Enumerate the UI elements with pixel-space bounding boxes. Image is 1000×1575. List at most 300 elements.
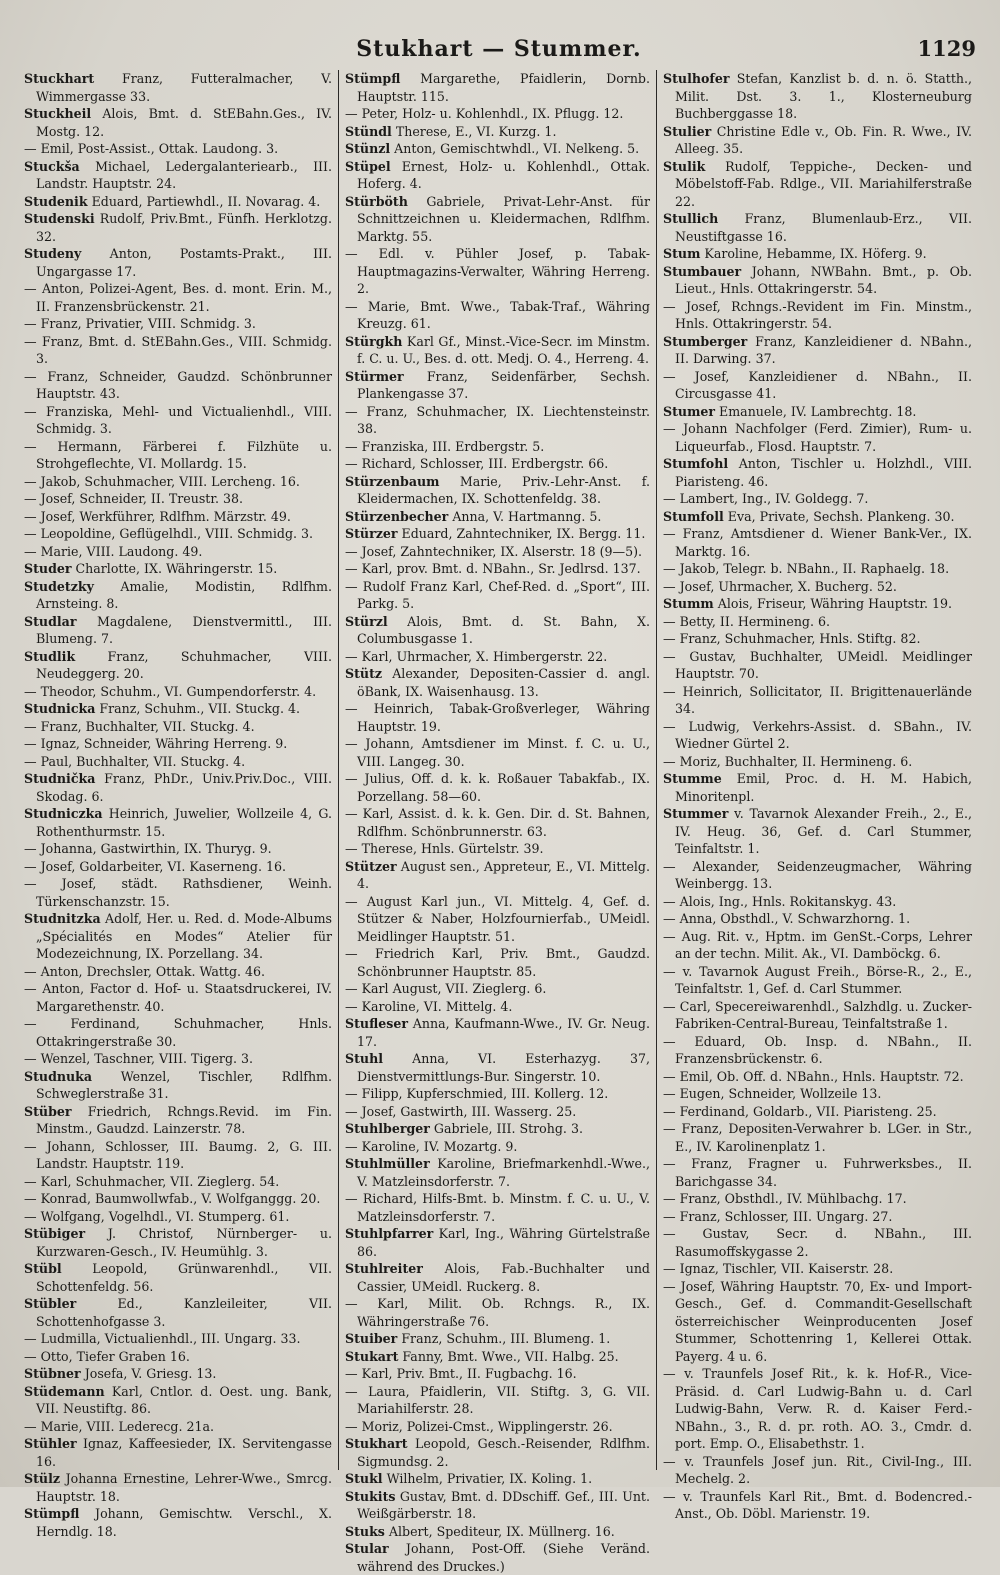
entry-details: Christine Edle v., Ob. Fin. R. Wwe., IV. Alleeg. 35. — [675, 123, 972, 156]
entry-surname: Stüpel — [345, 158, 391, 174]
entry-details: Franz, Schuhm., III. Blumeng. 1. — [397, 1331, 611, 1346]
directory-entry — [345, 1365, 650, 1383]
column-right — [656, 70, 978, 1521]
entry-surname: Stum — [663, 246, 701, 261]
entry-details: — Franz, Schlosser, III. Ungarg. 27. — [663, 1208, 893, 1224]
directory-entry — [345, 1383, 650, 1418]
entry-details: v. Tavarnok Alexander Freih., 2., E., IV. Heug. 36, Gef. d. Carl Stummer, Teinfaltstr. 1. — [675, 806, 972, 856]
entry-details: — Josef, Gastwirth, III. Wasserg. 25. — [345, 1103, 577, 1119]
entry-details: — Ignaz, Schneider, Währing Herreng. 9. — [24, 736, 288, 751]
directory-entry — [24, 1383, 332, 1418]
entry-details: — Marie, VIII. Laudong. 49. — [24, 543, 203, 559]
entry-details: Franz, Schuhm., VII. Stuckg. 4. — [95, 701, 300, 716]
entry-details: August sen., Appreteur, E., VI. Mittelg. 4. — [357, 858, 650, 891]
directory-entry — [663, 998, 972, 1033]
entry-details: — Ludwig, Verkehrs-Assist. d. SBahn., IV. Wiedner Gürtel 2. — [663, 718, 972, 751]
directory-entry — [24, 1015, 332, 1050]
entry-details: — Wenzel, Taschner, VIII. Tigerg. 3. — [24, 1051, 254, 1066]
directory-entry — [24, 1190, 332, 1208]
directory-entry — [345, 998, 650, 1016]
entry-details: Emil, Proc. d. H. M. Habich, Minoritenpl. — [675, 771, 972, 804]
entry-details: — Lambert, Ing., IV. Goldegg. 7. — [663, 491, 869, 506]
directory-entry — [663, 613, 972, 631]
directory-entry — [24, 105, 332, 140]
directory-entry — [663, 210, 972, 245]
entry-details: — Richard, Hilfs-Bmt. b. Minstm. f. C. u. U., V. Matzleinsdorferstr. 7. — [345, 1191, 650, 1224]
entry-details: Franz, Kanzleidiener d. NBahn., II. Darwing. 37. — [675, 333, 972, 366]
entry-details: — Alexander, Seidenzeugmacher, Währing Weinbergg. 13. — [663, 858, 972, 891]
running-head: Stukhart — Stummer. — [356, 36, 642, 62]
directory-entry — [345, 578, 650, 613]
directory-entry — [345, 1540, 650, 1575]
directory-entry — [345, 473, 650, 508]
entry-surname: Stuckheil — [24, 106, 92, 121]
entry-details: — Franz, Buchhalter, VII. Stuckg. 4. — [24, 718, 255, 734]
directory-entry — [663, 1068, 972, 1086]
entry-surname: Stukl — [345, 1471, 383, 1486]
entry-surname: Stulier — [663, 123, 712, 139]
directory-entry — [345, 1470, 650, 1488]
directory-entry — [663, 333, 972, 368]
directory-entry — [24, 245, 332, 280]
entry-surname: Studnička — [24, 771, 96, 786]
entry-details: — Karoline, VI. Mittelg. 4. — [345, 998, 513, 1014]
entry-details: — Johann Nachfolger (Ferd. Zimier), Rum- u. Liqueurfab., Flosd. Hauptstr. 7. — [663, 421, 972, 454]
entry-surname: Stular — [345, 1541, 389, 1556]
directory-entry — [663, 805, 972, 858]
entry-details: — Josef, Kanzleidiener d. NBahn., II. Circusgasse 41. — [663, 368, 972, 401]
entry-surname: Stumfohl — [663, 456, 729, 471]
entry-surname: Stufleser — [345, 1016, 408, 1031]
entry-details: — Peter, Holz- u. Kohlenhdl., IX. Pflugg. 12. — [345, 106, 624, 121]
entry-details: Franz, Blumenlaub-Erz., VII. Neustiftgasse 16. — [675, 211, 972, 244]
entry-details: — Marie, VIII. Lederecg. 21a. — [24, 1418, 214, 1434]
entry-surname: Studetzky — [24, 578, 94, 594]
entry-details: — v. Traunfels Josef Rit., k. k. Hof-R., Vice-Präsid. d. Carl Ludwig-Bahn u. d. Carl Ludwig-Bahn, Verw. R. d. Kaiser Ferd.-NBahn., 3., R. d. pr. roth. AO. 3., Cmdr. d. port. Emp. O., Elisabethstr. 1. — [663, 1366, 972, 1451]
directory-entry — [24, 193, 332, 211]
directory-entry — [24, 700, 332, 718]
directory-entry — [663, 595, 972, 613]
directory-entry — [345, 805, 650, 840]
directory-entry — [663, 525, 972, 560]
entry-surname: Stumberger — [663, 333, 748, 349]
entry-details: — Richard, Schlosser, III. Erdbergstr. 66. — [345, 456, 609, 471]
entry-details: Rudolf, Teppiche-, Decken- und Möbelstoff-Fab. Rdlge., VII. Mariahilferstraße 22. — [675, 158, 972, 209]
directory-entry — [663, 963, 972, 998]
directory-entry — [663, 718, 972, 753]
entry-details: Anton, Tischler u. Holzhdl., VIII. Piaristeng. 46. — [675, 456, 972, 489]
directory-entry — [24, 805, 332, 840]
entry-details: — Karl, Schuhmacher, VII. Zieglerg. 54. — [24, 1173, 280, 1189]
directory-entry — [24, 1295, 332, 1330]
entry-details: — Moriz, Polizei-Cmst., Wipplingerstr. 26. — [345, 1418, 613, 1434]
entry-surname: Stulik — [663, 158, 706, 174]
directory-entry — [345, 1138, 650, 1156]
directory-entry — [663, 1453, 972, 1488]
directory-entry — [345, 140, 650, 158]
entry-details: — Gustav, Buchhalter, UMeidl. Meidlinger Hauptstr. 70. — [663, 648, 972, 681]
entry-details: — Therese, Hnls. Gürtelstr. 39. — [345, 841, 544, 856]
directory-entry — [24, 158, 332, 193]
entry-details: Karoline, Briefmarkenhdl.-Wwe., V. Matzleinsdorferstr. 7. — [357, 1156, 650, 1189]
directory-entry — [345, 1015, 650, 1050]
entry-details: Emanuele, IV. Lambrechtg. 18. — [715, 403, 917, 419]
entry-surname: Stürmer — [345, 368, 404, 384]
entry-surname: Stürzenbaum — [345, 473, 440, 489]
entry-details: — Rudolf Franz Karl, Chef-Red. d. „Sport“, III. Parkg. 5. — [345, 578, 650, 611]
entry-details: — Anton, Drechsler, Ottak. Wattg. 46. — [24, 963, 266, 979]
directory-entry — [24, 875, 332, 910]
entry-details: — Marie, Bmt. Wwe., Tabak-Traf., Währing Kreuzg. 61. — [345, 298, 650, 331]
directory-entry — [24, 1470, 332, 1505]
directory-entry — [24, 963, 332, 981]
entry-details: Eduard, Partiewhdl., II. Novarag. 4. — [87, 193, 321, 209]
directory-entry — [345, 403, 650, 438]
entry-details: — Ferdinand, Goldarb., VII. Piaristeng. 25. — [663, 1103, 937, 1119]
entry-surname: Stukhart — [345, 1436, 408, 1451]
entry-details: Marie, Priv.-Lehr-Anst. f. Kleidermachen, IX. Schottenfeldg. 38. — [357, 473, 650, 506]
directory-entry — [345, 193, 650, 246]
directory-entry — [24, 315, 332, 333]
entry-details: — Aug. Rit. v., Hptm. im GenSt.-Corps, Lehrer an der techn. Milit. Ak., VI. Damböckg. 6. — [663, 928, 972, 961]
entry-surname: Stuhl — [345, 1051, 384, 1066]
directory-entry — [663, 420, 972, 455]
entry-details: Gabriele, III. Strohg. 3. — [429, 1121, 583, 1136]
directory-entry — [24, 753, 332, 771]
directory-entry — [345, 613, 650, 648]
entry-details: Gustav, Bmt. d. DDschiff. Gef., III. Unt. Weißgärberstr. 18. — [357, 1488, 650, 1521]
directory-entry — [345, 1085, 650, 1103]
directory-entry — [345, 245, 650, 298]
directory-entry — [345, 105, 650, 123]
directory-entry — [345, 700, 650, 735]
column-middle — [338, 70, 656, 1574]
entry-details: Eva, Private, Sechsh. Plankeng. 30. — [723, 508, 955, 524]
directory-entry — [345, 333, 650, 368]
entry-details: Franz, Schuhmacher, VIII. Neudeggerg. 20. — [36, 648, 332, 681]
entry-details: Wilhelm, Privatier, IX. Koling. 1. — [382, 1471, 593, 1486]
entry-details: Leopold, Gesch.-Reisender, Rdlfhm. Sigmundsg. 2. — [357, 1436, 650, 1469]
entry-details: Alois, Bmt. d. St. Bahn, X. Columbusgasse 1. — [357, 613, 650, 646]
directory-entry — [345, 1190, 650, 1225]
directory-entry — [345, 368, 650, 403]
directory-entry — [24, 543, 332, 561]
directory-entry — [663, 1085, 972, 1103]
entry-details: — Laura, Pfaidlerin, VII. Stiftg. 3, G. VII. Mariahilferstr. 28. — [345, 1383, 650, 1416]
entry-details: Rudolf, Priv.Bmt., Fünfh. Herklotzg. 32. — [36, 211, 332, 244]
directory-entry — [345, 543, 650, 561]
directory-entry — [24, 333, 332, 368]
directory-entry — [663, 1225, 972, 1260]
entry-details: Adolf, Her. u. Red. d. Mode-Albums „Spécialités en Modes“ Atelier für Modezeichnung, IX. Porzellang. 34. — [36, 911, 332, 961]
entry-details: — Theodor, Schuhm., VI. Gumpendorferstr. 4. — [24, 683, 317, 699]
page-number: 1129 — [917, 36, 976, 61]
entry-details: — Josef, Goldarbeiter, VI. Kaserneng. 16. — [24, 858, 287, 874]
entry-details: Karl, Ing., Währing Gürtelstraße 86. — [357, 1226, 650, 1259]
entry-details: Ignaz, Kaffeesieder, IX. Servitengasse 16. — [36, 1436, 332, 1469]
entry-surname: Stüber — [24, 1103, 72, 1119]
entry-surname: Stumbauer — [663, 263, 742, 279]
directory-entry — [345, 980, 650, 998]
entry-details: Franz, Seidenfärber, Sechsh. Plankengasse 37. — [357, 368, 650, 401]
entry-details: Ernest, Holz- u. Kohlenhdl., Ottak. Hoferg. 4. — [357, 158, 650, 191]
entry-details: — Franz, Bmt. d. StEBahn.Ges., VIII. Schmidg. 3. — [24, 333, 332, 366]
entry-surname: Stuhlberger — [345, 1121, 430, 1136]
entry-details: — Julius, Off. d. k. k. Roßauer Tabakfab., IX. Porzellang. 58—60. — [345, 771, 650, 804]
entry-details: — Josef, Zahntechniker, IX. Alserstr. 18 (9—5). — [345, 543, 643, 559]
entry-surname: Stulhofer — [663, 71, 730, 86]
entry-details: — Anna, Obsthdl., V. Schwarzhorng. 1. — [663, 911, 911, 926]
entry-details: — Johanna, Gastwirthin, IX. Thuryg. 9. — [24, 841, 272, 856]
directory-entry — [345, 1488, 650, 1523]
directory-entry — [663, 1120, 972, 1155]
entry-details: — Eugen, Schneider, Wollzeile 13. — [663, 1086, 882, 1101]
entry-details: — Carl, Specereiwarenhdl., Salzhdlg. u. Zucker-Fabriken-Central-Bureau, Teinfaltstraße 1. — [663, 998, 972, 1031]
directory-entry — [24, 1103, 332, 1138]
entry-details: — Karl, Milit. Ob. Rchngs. R., IX. Währingerstraße 76. — [345, 1296, 650, 1329]
directory-entry — [24, 910, 332, 963]
directory-entry — [663, 753, 972, 771]
directory-entry — [24, 1418, 332, 1436]
directory-entry — [663, 298, 972, 333]
entry-details: — Otto, Tiefer Graben 16. — [24, 1348, 190, 1364]
directory-entry — [24, 280, 332, 315]
directory-entry — [24, 578, 332, 613]
entry-details: Anna, V. Hartmanng. 5. — [448, 508, 602, 524]
directory-entry — [345, 1418, 650, 1436]
entry-surname: Stuckša — [24, 158, 80, 174]
directory-entry — [24, 1208, 332, 1226]
directory-entry — [663, 1155, 972, 1190]
entry-surname: Stuckhart — [24, 71, 95, 86]
directory-entry — [24, 735, 332, 753]
entry-details: Alois, Fab.-Buchhalter und Cassier, UMeidl. Ruckerg. 8. — [357, 1261, 650, 1294]
directory-entry — [24, 210, 332, 245]
directory-entry — [24, 613, 332, 648]
directory-entry — [345, 665, 650, 700]
entry-details: Johanna Ernestine, Lehrer-Wwe., Smrcg. Hauptstr. 18. — [36, 1471, 332, 1504]
column-left — [18, 70, 338, 1539]
entry-surname: Studeny — [24, 246, 82, 261]
directory-entry — [345, 298, 650, 333]
entry-details: — Franz, Schuhmacher, Hnls. Stiftg. 82. — [663, 631, 921, 646]
directory-entry — [663, 490, 972, 508]
entry-details: Karl, Cntlor. d. Oest. ung. Bank, VII. Neustiftg. 86. — [36, 1383, 332, 1416]
entry-details: — Paul, Buchhalter, VII. Stuckg. 4. — [24, 753, 246, 769]
directory-entry — [24, 1138, 332, 1173]
directory-entry — [345, 1330, 650, 1348]
entry-details: — Franz, Obsthdl., IV. Mühlbachg. 17. — [663, 1191, 907, 1206]
entry-details: Josefa, V. Griesg. 13. — [80, 1366, 217, 1381]
directory-entry — [24, 490, 332, 508]
entry-details: Amalie, Modistin, Rdlfhm. Arnsteing. 8. — [36, 578, 332, 611]
entry-surname: Stukits — [345, 1488, 396, 1504]
entry-details: Franz, PhDr., Univ.Priv.Doc., VIII. Skodag. 6. — [36, 771, 332, 804]
entry-details: Anton, Postamts-Prakt., III. Ungargasse 17. — [36, 246, 332, 279]
entry-surname: Studnuka — [24, 1068, 93, 1084]
entry-surname: Stüdemann — [24, 1383, 105, 1399]
entry-details: — Franz, Depositen-Verwahrer b. LGer. in Str., E., IV. Karolinenplatz 1. — [663, 1121, 972, 1154]
directory-entry — [345, 1435, 650, 1470]
directory-entry — [663, 455, 972, 490]
directory-entry — [345, 70, 650, 105]
entry-details: Magdalene, Dienstvermittl., III. Blumeng. 7. — [36, 613, 332, 646]
directory-entry — [345, 525, 650, 543]
entry-details: — Josef, Rchngs.-Revident im Fin. Minstm., Hnls. Ottakringerstr. 54. — [663, 298, 972, 331]
entry-details: — Karl, Uhrmacher, X. Himbergerstr. 22. — [345, 648, 608, 664]
entry-details: — Eduard, Ob. Insp. d. NBahn., II. Franzensbrückenstr. 6. — [663, 1033, 972, 1066]
entry-details: — Karl August, VII. Zieglerg. 6. — [345, 981, 547, 996]
entry-details: — Johann, Amtsdiener im Minst. f. C. u. U., VIII. Langeg. 30. — [345, 736, 650, 769]
directory-entry — [345, 1120, 650, 1138]
directory-entry — [24, 1050, 332, 1068]
entry-details: — Josef, Werkführer, Rdlfhm. Märzstr. 49. — [24, 508, 291, 524]
directory-entry — [663, 578, 972, 596]
entry-details: — Ignaz, Tischler, VII. Kaiserstr. 28. — [663, 1261, 894, 1276]
directory-entry — [345, 840, 650, 858]
directory-entry — [345, 560, 650, 578]
directory-entry — [24, 1330, 332, 1348]
entry-details: Stefan, Kanzlist b. d. n. ö. Statth., Milit. Dst. 3. 1., Klosterneuburg Buchberggasse 18. — [675, 71, 972, 121]
entry-surname: Stürböth — [345, 193, 408, 209]
directory-entry — [663, 1365, 972, 1453]
directory-entry — [345, 1348, 650, 1366]
directory-entry — [663, 560, 972, 578]
directory-entry — [663, 245, 972, 263]
entry-details: — v. Tavarnok August Freih., Börse-R., 2., E., Teinfaltstr. 1, Gef. d. Carl Stummer. — [663, 963, 972, 996]
directory-entry — [24, 508, 332, 526]
directory-entry — [345, 123, 650, 141]
entry-details: — Leopoldine, Geflügelhdl., VIII. Schmidg. 3. — [24, 526, 314, 541]
entry-details: — Edl. v. Pühler Josef, p. Tabak-Hauptmagazins-Verwalter, Währing Herreng. 2. — [345, 246, 650, 296]
directory-entry — [24, 770, 332, 805]
directory-entry — [24, 560, 332, 578]
directory-entry — [345, 945, 650, 980]
entry-surname: Stumm — [663, 596, 714, 611]
entry-details: — Karl, Assist. d. k. k. Gen. Dir. d. St. Bahnen, Rdlfhm. Schönbrunnerstr. 63. — [345, 806, 650, 839]
directory-entry — [24, 1435, 332, 1470]
entry-surname: Stullich — [663, 211, 719, 226]
entry-details: Alois, Friseur, Währing Hauptstr. 19. — [713, 596, 953, 611]
directory-entry — [24, 1348, 332, 1366]
entry-details: Johann, NWBahn. Bmt., p. Ob. Lieut., Hnls. Ottakringerstr. 54. — [675, 263, 972, 296]
entry-details: Karl Gf., Minst.-Vice-Secr. im Minstm. f. C. u. U., Bes. d. ott. Medj. O. 4., Herreng. 4. — [357, 333, 650, 366]
directory-entry — [663, 1103, 972, 1121]
entry-details: Leopold, Grünwarenhdl., VII. Schottenfeldg. 56. — [36, 1261, 332, 1294]
directory-entry — [24, 403, 332, 438]
entry-surname: Stübner — [24, 1366, 81, 1381]
directory-entry — [663, 630, 972, 648]
entry-surname: Stumer — [663, 403, 716, 419]
entry-details: — Franz, Privatier, VIII. Schmidg. 3. — [24, 316, 256, 331]
directory-entry — [24, 438, 332, 473]
entry-details: — Jakob, Schuhmacher, VIII. Lercheng. 16. — [24, 473, 300, 489]
entry-details: — Karoline, IV. Mozartg. 9. — [345, 1138, 518, 1154]
directory-entry — [663, 858, 972, 893]
entry-details: — Franz, Fragner u. Fuhrwerksbes., II. Barichgasse 34. — [663, 1156, 972, 1189]
entry-surname: Stürzenbecher — [345, 508, 449, 524]
directory-entry — [663, 368, 972, 403]
directory-entry — [663, 158, 972, 211]
entry-surname: Stürgkh — [345, 333, 403, 349]
directory-entry — [345, 893, 650, 946]
entry-details: — Josef, städt. Rathsdiener, Weinh. Türkenschanzstr. 15. — [24, 876, 332, 909]
directory-entry — [663, 123, 972, 158]
entry-details: — Heinrich, Sollicitator, II. Brigittenauerlände 34. — [663, 683, 972, 716]
entry-surname: Stürzer — [345, 526, 398, 541]
entry-details: Ed., Kanzleileiter, VII. Schottenhofgasse 3. — [36, 1296, 332, 1329]
entry-details: Johann, Gemischtw. Verschl., X. Herndlg. 18. — [36, 1506, 332, 1539]
entry-details: — Filipp, Kupferschmied, III. Kollerg. 12. — [345, 1086, 609, 1101]
entry-details: — Wolfgang, Vogelhdl., VI. Stumperg. 61. — [24, 1208, 290, 1224]
entry-details: Therese, E., VI. Kurzg. 1. — [391, 123, 557, 139]
entry-details: — Moriz, Buchhalter, II. Hermineng. 6. — [663, 753, 913, 769]
entry-details: Margarethe, Pfaidlerin, Dornb. Hauptstr. 115. — [357, 71, 650, 104]
entry-details: Albert, Spediteur, IX. Müllnerg. 16. — [384, 1523, 615, 1539]
entry-surname: Stürzl — [345, 613, 388, 629]
directory-entry — [663, 1033, 972, 1068]
entry-surname: Stuhlreiter — [345, 1261, 423, 1276]
directory-entry — [345, 158, 650, 193]
directory-entry — [24, 70, 332, 105]
directory-entry — [663, 1278, 972, 1366]
directory-entry — [24, 840, 332, 858]
entry-surname: Stumme — [663, 771, 722, 786]
directory-entry — [345, 770, 650, 805]
entry-surname: Stübler — [24, 1296, 77, 1311]
entry-details: — Franziska, Mehl- und Victualienhdl., VIII. Schmidg. 3. — [24, 403, 332, 436]
entry-details: Friedrich, Rchngs.Revid. im Fin. Minstm., Gaudzd. Lainzerstr. 78. — [36, 1103, 332, 1136]
page-header — [18, 30, 980, 64]
entry-surname: Stukart — [345, 1348, 399, 1364]
entry-columns — [18, 70, 980, 1574]
directory-entry — [24, 718, 332, 736]
directory-entry — [345, 1523, 650, 1541]
directory-entry — [663, 1488, 972, 1523]
entry-surname: Studenik — [24, 193, 88, 209]
directory-entry — [663, 263, 972, 298]
entry-details: Alois, Bmt. d. StEBahn.Ges., IV. Mostg. 12. — [36, 106, 332, 139]
entry-surname: Studnitzka — [24, 911, 101, 926]
directory-entry — [345, 1155, 650, 1190]
entry-details: Johann, Post-Off. (Siehe Veränd. während des Druckes.) — [357, 1541, 650, 1574]
directory-entry — [24, 858, 332, 876]
entry-details: — Jakob, Telegr. b. NBahn., II. Raphaelg. 18. — [663, 561, 950, 576]
entry-surname: Studlik — [24, 648, 76, 664]
entry-details: — August Karl jun., VI. Mittelg. 4, Gef. d. Stützer & Naber, Holzfournierfab., UMeidl. Meidlinger Hauptstr. 51. — [345, 893, 650, 944]
entry-surname: Studenski — [24, 211, 95, 226]
directory-entry — [345, 455, 650, 473]
entry-details: Anna, VI. Esterhazyg. 37, Dienstvermittlungs-Bur. Singerstr. 10. — [357, 1051, 650, 1084]
directory-entry — [24, 473, 332, 491]
entry-surname: Stübiger — [24, 1226, 86, 1241]
entry-details: Alexander, Depositen-Cassier d. angl. öBank, IX. Waisenhausg. 13. — [357, 666, 650, 699]
entry-details: — Ferdinand, Schuhmacher, Hnls. Ottakringerstraße 30. — [24, 1016, 332, 1049]
directory-entry — [663, 1190, 972, 1208]
directory-entry — [663, 1208, 972, 1226]
entry-details: Franz, Futteralmacher, V. Wimmergasse 33. — [36, 71, 332, 104]
entry-details: — Betty, II. Hermineng. 6. — [663, 613, 831, 629]
entry-details: — Ludmilla, Victualienhdl., III. Ungarg. 33. — [24, 1331, 301, 1346]
entry-details: Heinrich, Juwelier, Wollzeile 4, G. Rothenthurmstr. 15. — [36, 806, 332, 839]
entry-details: — Heinrich, Tabak-Großverleger, Währing Hauptstr. 19. — [345, 701, 650, 734]
entry-details: — Alois, Ing., Hnls. Rokitanskyg. 43. — [663, 893, 897, 909]
entry-details: — Josef, Währing Hauptstr. 70, Ex- und Import-Gesch., Gef. d. Commandit-Gesellschaft österreichischer Weinproducenten Josef Stummer, Schottenring 1, Kellerei Ottak. Payerg. 4 u. 6. — [663, 1278, 972, 1364]
directory-entry — [345, 1260, 650, 1295]
directory-entry — [345, 1225, 650, 1260]
directory-entry — [663, 70, 972, 123]
directory-entry — [24, 368, 332, 403]
